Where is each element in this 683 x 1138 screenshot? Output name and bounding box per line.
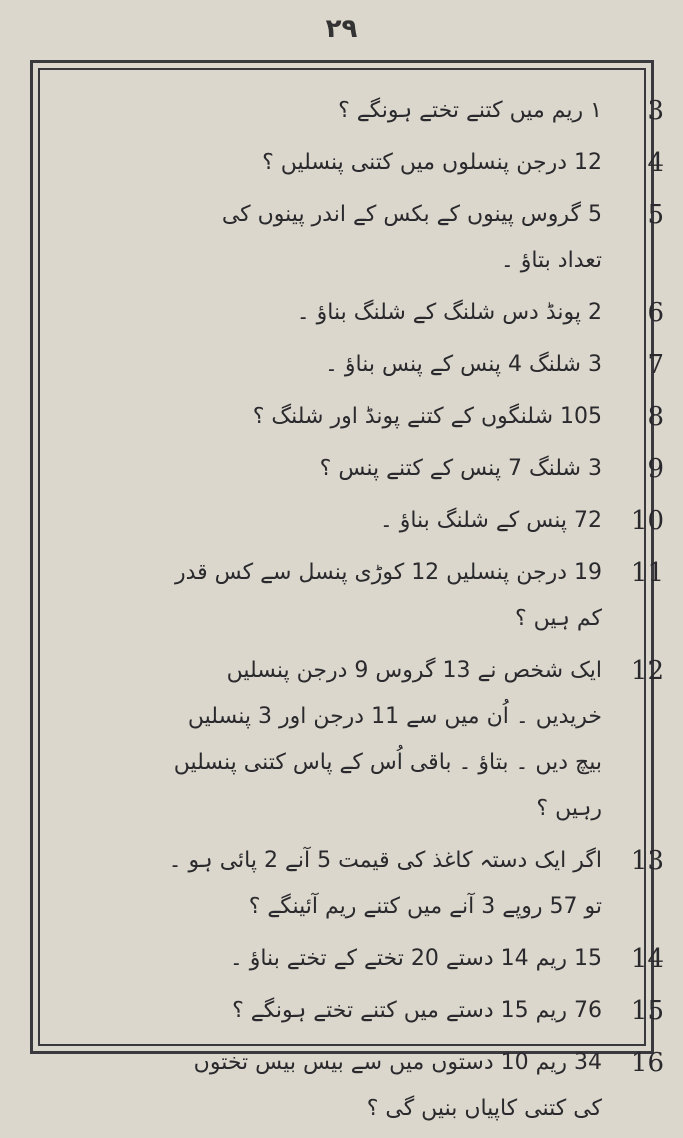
problem-text: 105 شلنگوں کے کتنے پونڈ اور شلنگ ؟ [252, 404, 602, 429]
problem-text: 5 گروس پینوں کے بکس کے اندر پینوں کی تعداد بتاؤ ۔ [221, 202, 602, 273]
problem-11 [52, 550, 664, 642]
problem-number: 16 [630, 1048, 664, 1078]
problem-8 [52, 394, 664, 440]
problem-number: 13 [630, 846, 664, 876]
problem-number: 8 [647, 402, 664, 432]
problem-list [52, 88, 664, 1138]
problem-text: 19 درجن پنسلیں 12 کوڑی پنسل سے کس قدر کم ہیں ؟ [174, 560, 602, 631]
problem-text: ایک شخص نے 13 گروس 9 درجن پنسلیں خریدیں ۔ اُن میں سے 11 درجن اور 3 پنسلیں بیچ دیں ۔ بتاؤ ۔ باقی اُس کے پاس کتنی پنسلیں رہیں ؟ [173, 658, 602, 821]
page-number: ۲۹ [325, 14, 358, 44]
problem-10 [52, 498, 664, 544]
problem-12 [52, 648, 664, 832]
problem-9 [52, 446, 664, 492]
problem-text: 72 پنس کے شلنگ بناؤ ۔ [379, 508, 602, 533]
problem-number: 4 [647, 148, 664, 178]
problem-text: اگر ایک دستہ کاغذ کی قیمت 5 آنے 2 پائی ہو ۔ تو 57 روپے 3 آنے میں کتنے ریم آئینگے ؟ [168, 848, 602, 919]
problem-text: 3 شلنگ 7 پنس کے کتنے پنس ؟ [319, 456, 602, 481]
problem-3 [52, 88, 664, 134]
problem-4 [52, 140, 664, 186]
problem-number: 11 [630, 558, 664, 588]
problem-6 [52, 290, 664, 336]
problem-number: 9 [647, 454, 664, 484]
problem-number: 14 [630, 944, 664, 974]
problem-number: 15 [630, 996, 664, 1026]
problem-number: 3 [647, 96, 664, 126]
problem-15 [52, 988, 664, 1034]
problem-number: 7 [647, 350, 664, 380]
problem-number: 12 [630, 656, 664, 686]
problem-text: 12 درجن پنسلوں میں کتنی پنسلیں ؟ [262, 150, 602, 175]
problem-text: 15 ریم 14 دستے 20 تختے کے تختے بناؤ ۔ [229, 946, 602, 971]
problem-7 [52, 342, 664, 388]
problem-13 [52, 838, 664, 930]
problem-number: 5 [647, 200, 664, 230]
problem-text: 76 ریم 15 دستے میں کتنے تختے ہونگے ؟ [232, 998, 602, 1023]
problem-text: 34 ریم 10 دستوں میں سے بیس بیس تختوں کی کتنی کاپیاں بنیں گی ؟ [193, 1050, 602, 1121]
problem-14 [52, 936, 664, 982]
problem-16 [52, 1040, 664, 1132]
problem-text: 2 پونڈ دس شلنگ کے شلنگ بناؤ ۔ [296, 300, 602, 325]
problem-5 [52, 192, 664, 284]
problem-text: ۱ ریم میں کتنے تختے ہونگے ؟ [338, 98, 602, 123]
problem-text: 3 شلنگ 4 پنس کے پنس بناؤ ۔ [325, 352, 602, 377]
problem-number: 10 [630, 506, 664, 536]
problem-number: 6 [647, 298, 664, 328]
